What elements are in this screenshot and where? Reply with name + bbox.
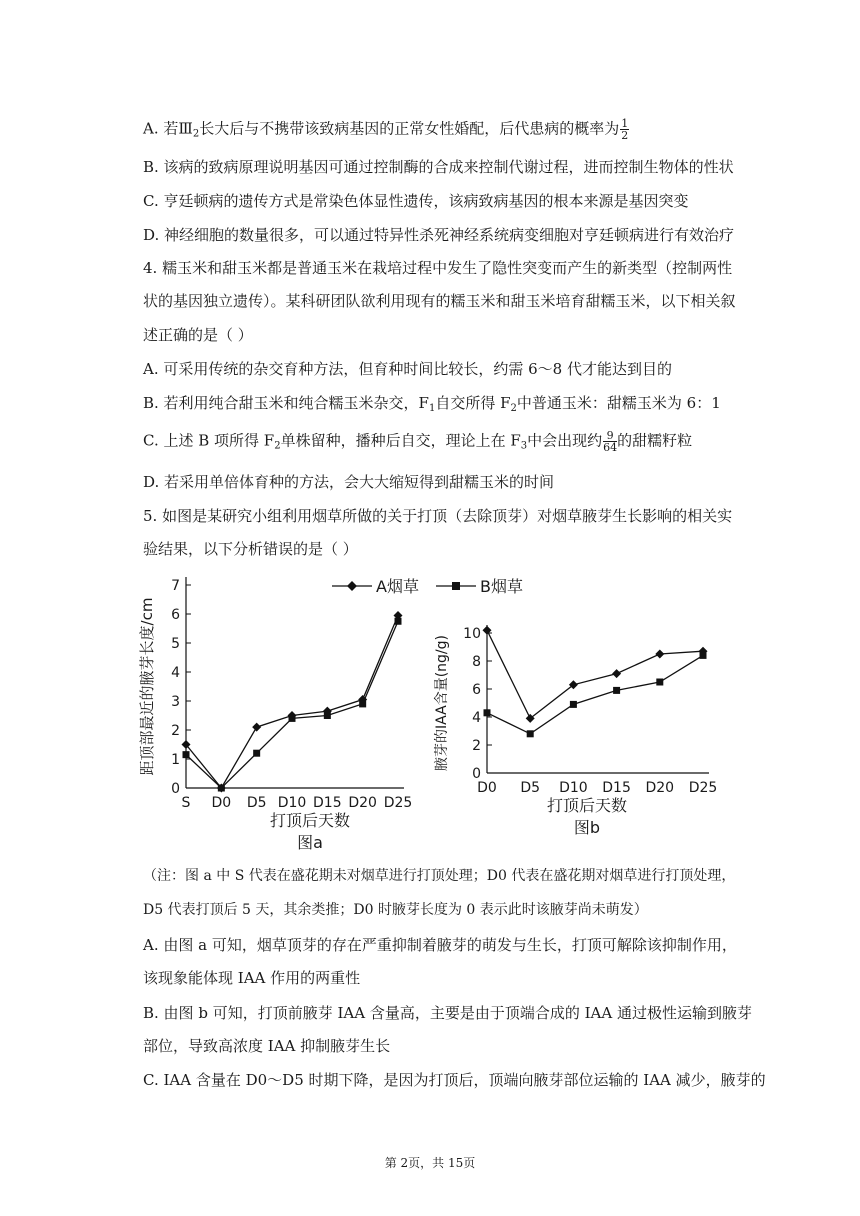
chart-a-y-tick-label: 6 xyxy=(171,607,180,623)
q4-c-subscript-1: 2 xyxy=(274,440,281,452)
chart-b-point-square xyxy=(484,709,491,716)
q3-option-b: B. 该病的致病原理说明基因可通过控制酶的合成来控制代谢过程，进而控制生物体的性状 xyxy=(143,158,734,176)
chart-b-x-tick-label: D20 xyxy=(645,780,675,796)
chart-a-y-tick-label: 1 xyxy=(171,752,180,768)
chart-a-series-line-1 xyxy=(186,615,398,788)
q4-b-text-1: B. 若利用纯合甜玉米和纯合糯玉米杂交，F xyxy=(143,394,429,412)
figure-a xyxy=(138,577,412,852)
chart-a-x-tick-label: D25 xyxy=(383,795,413,811)
legend-label-a: A烟草 xyxy=(376,577,419,596)
chart-a-point-square xyxy=(183,751,190,758)
chart-b-point-square xyxy=(656,679,663,686)
q5-option-b-line-2: 部位，导致高浓度 IAA 抑制腋芽生长 xyxy=(143,1037,391,1055)
chart-b-x-tick-label: D5 xyxy=(520,780,541,796)
q4-c-text-1: C. 上述 B 项所得 F xyxy=(143,431,275,450)
q4-stem-line-1: 4. 糯玉米和甜玉米都是普通玉米在栽培过程中发生了隐性突变而产生的新类型（控制两性 xyxy=(143,259,733,277)
chart-a-y-tick-label: 5 xyxy=(171,636,180,652)
fraction-denominator: 64 xyxy=(603,441,618,454)
q3-a-text-2: 长大后与不携带该致病基因的正常女性婚配，后代患病的概率为 xyxy=(199,119,620,138)
chart-a-caption: 图a xyxy=(297,833,323,852)
chart-b-point-square xyxy=(700,652,707,659)
q5-option-c-line-1: C. IAA 含量在 D0～D5 时期下降，是因为打顶后，顶端向腋芽部位运输的 IAA 减少，腋芽的 xyxy=(143,1071,766,1089)
q4-option-b xyxy=(143,393,721,419)
q5-stem-line-2: 验结果，以下分析错误的是（ ） xyxy=(143,540,358,558)
q3-a-fraction xyxy=(620,118,629,141)
chart-a-x-tick-label: S xyxy=(181,795,191,811)
chart-b-y-axis-label: 腋芽的IAA含量(ng/g) xyxy=(434,635,450,771)
q4-option-a: A. 可采用传统的杂交育种方法，但育种时间比较长，约需 6～8 代才能达到目的 xyxy=(143,360,672,378)
chart-b-x-axis-label: 打顶后天数 xyxy=(546,796,628,815)
q3-option-c: C. 亨廷顿病的遗传方式是常染色体显性遗传，该病致病基因的根本来源是基因突变 xyxy=(143,192,689,210)
chart-a-y-tick-label: 7 xyxy=(171,578,180,594)
chart-a-point-square xyxy=(253,750,260,757)
chart-a-x-tick-label: D20 xyxy=(348,795,377,811)
legend-label-b: B烟草 xyxy=(480,577,523,596)
chart-b-y-tick-label: 0 xyxy=(472,766,481,782)
chart-a-y-tick-label: 0 xyxy=(171,781,180,797)
q3-a-subscript: 2 xyxy=(192,128,200,140)
q5-option-b-line-1: B. 由图 b 可知，打顶前腋芽 IAA 含量高，主要是由于顶端合成的 IAA 通过极性运输到腋芽 xyxy=(143,1004,752,1022)
chart-b-caption: 图b xyxy=(573,818,601,837)
q4-c-text-4: 的甜糯籽粒 xyxy=(617,431,693,450)
chart-b-y-tick-label: 8 xyxy=(472,654,481,670)
chart-a-x-tick-label: D15 xyxy=(313,795,342,811)
fraction-numerator: 9 xyxy=(603,430,617,442)
chart-b-y-tick-label: 4 xyxy=(472,710,481,726)
q4-c-fraction xyxy=(603,430,617,453)
chart-b-x-tick-label: D10 xyxy=(559,780,588,796)
chart-a-y-tick-label: 3 xyxy=(171,694,180,710)
chart-a-point-square xyxy=(324,712,331,719)
q5-figures xyxy=(140,568,720,853)
chart-b-point-diamond xyxy=(655,650,664,659)
q4-option-d: D. 若采用单倍体育种的方法，会大大缩短得到甜糯玉米的时间 xyxy=(143,473,555,491)
chart-b-point-square xyxy=(613,687,620,694)
q4-c-text-2: 单株留种，播种后自交，理论上在 F xyxy=(280,431,521,450)
q5-option-a-line-2: 该现象能体现 IAA 作用的两重性 xyxy=(143,969,361,987)
chart-a-y-tick-label: 2 xyxy=(171,723,180,739)
chart-b-x-tick-label: D25 xyxy=(688,780,718,796)
chart-b-series-line-2 xyxy=(487,655,703,733)
chart-a-series-line-2 xyxy=(186,621,398,788)
chart-a-point-square xyxy=(359,700,366,707)
chart-a-y-tick-label: 4 xyxy=(171,665,180,681)
chart-a-point-square xyxy=(289,715,296,722)
chart-a-point-square xyxy=(218,785,225,792)
chart-b-point-diamond xyxy=(612,669,621,678)
chart-b-point-square xyxy=(570,701,577,708)
chart-b-y-tick-label: 10 xyxy=(463,626,481,642)
fraction-numerator: 1 xyxy=(621,117,629,130)
chart-a-x-tick-label: D0 xyxy=(211,795,232,811)
chart-a-y-axis-label: 距顶部最近的腋芽长度/cm xyxy=(138,597,156,776)
page-footer: 第 2页，共 15页 xyxy=(384,1156,476,1170)
chart-b-y-tick-label: 6 xyxy=(472,682,481,698)
q5-note-line-1: （注：图 a 中 S 代表在盛花期未对烟草进行打顶处理；D0 代表在盛花期对烟草进行打顶处理， xyxy=(143,868,736,884)
chart-a-point-diamond xyxy=(252,723,261,732)
q4-option-c xyxy=(143,430,692,457)
q5-stem-line-1: 5. 如图是某研究小组利用烟草所做的关于打顶（去除顶芽）对烟草腋芽生长影响的相关实 xyxy=(143,507,733,525)
chart-b-series-line-1 xyxy=(487,630,703,718)
chart-a-x-tick-label: D5 xyxy=(246,795,267,811)
legend-marker-diamond-icon xyxy=(347,581,357,591)
chart-a-x-tick-label: D10 xyxy=(277,795,307,811)
chart-legend xyxy=(332,577,523,596)
q5-note-line-2: D5 代表打顶后 5 天，其余类推；D0 时腋芽长度为 0 表示此时该腋芽尚未萌发） xyxy=(143,902,648,918)
fraction-denominator: 2 xyxy=(621,129,629,142)
chart-b-point-square xyxy=(527,730,534,737)
q4-stem-line-2: 状的基因独立遗传）。某科研团队欲利用现有的糯玉米和甜玉米培育甜糯玉米，以下相关叙 xyxy=(143,292,736,310)
q4-stem-line-3: 述正确的是（ ） xyxy=(143,326,253,344)
q3-a-text-1: A. 若Ⅲ xyxy=(143,119,193,138)
q5-option-a-line-1: A. 由图 a 可知，烟草顶芽的存在严重抑制着腋芽的萌发与生长，打顶可解除该抑制作用， xyxy=(143,936,737,954)
chart-b-x-tick-label: D15 xyxy=(602,780,631,796)
chart-a-x-axis-label: 打顶后天数 xyxy=(269,811,351,830)
q4-b-text-2: 自交所得 F xyxy=(435,394,511,412)
chart-a-point-square xyxy=(395,618,402,625)
q4-c-subscript-2: 3 xyxy=(520,440,528,452)
figure-b xyxy=(434,625,717,837)
q4-b-text-3: 中普通玉米：甜糯玉米为 6：1 xyxy=(516,394,721,412)
legend-marker-square-icon xyxy=(452,582,460,590)
q4-c-text-3: 中会出现约 xyxy=(527,431,603,450)
q3-option-d: D. 神经细胞的数量很多，可以通过特异性杀死神经系统病变细胞对亨廷顿病进行有效治疗 xyxy=(143,226,735,244)
chart-b-y-tick-label: 2 xyxy=(472,738,481,754)
q4-b-subscript-1: 1 xyxy=(428,403,436,414)
chart-b-x-tick-label: D0 xyxy=(477,780,497,796)
q4-b-subscript-2: 2 xyxy=(510,403,517,414)
q3-option-a xyxy=(143,118,629,145)
